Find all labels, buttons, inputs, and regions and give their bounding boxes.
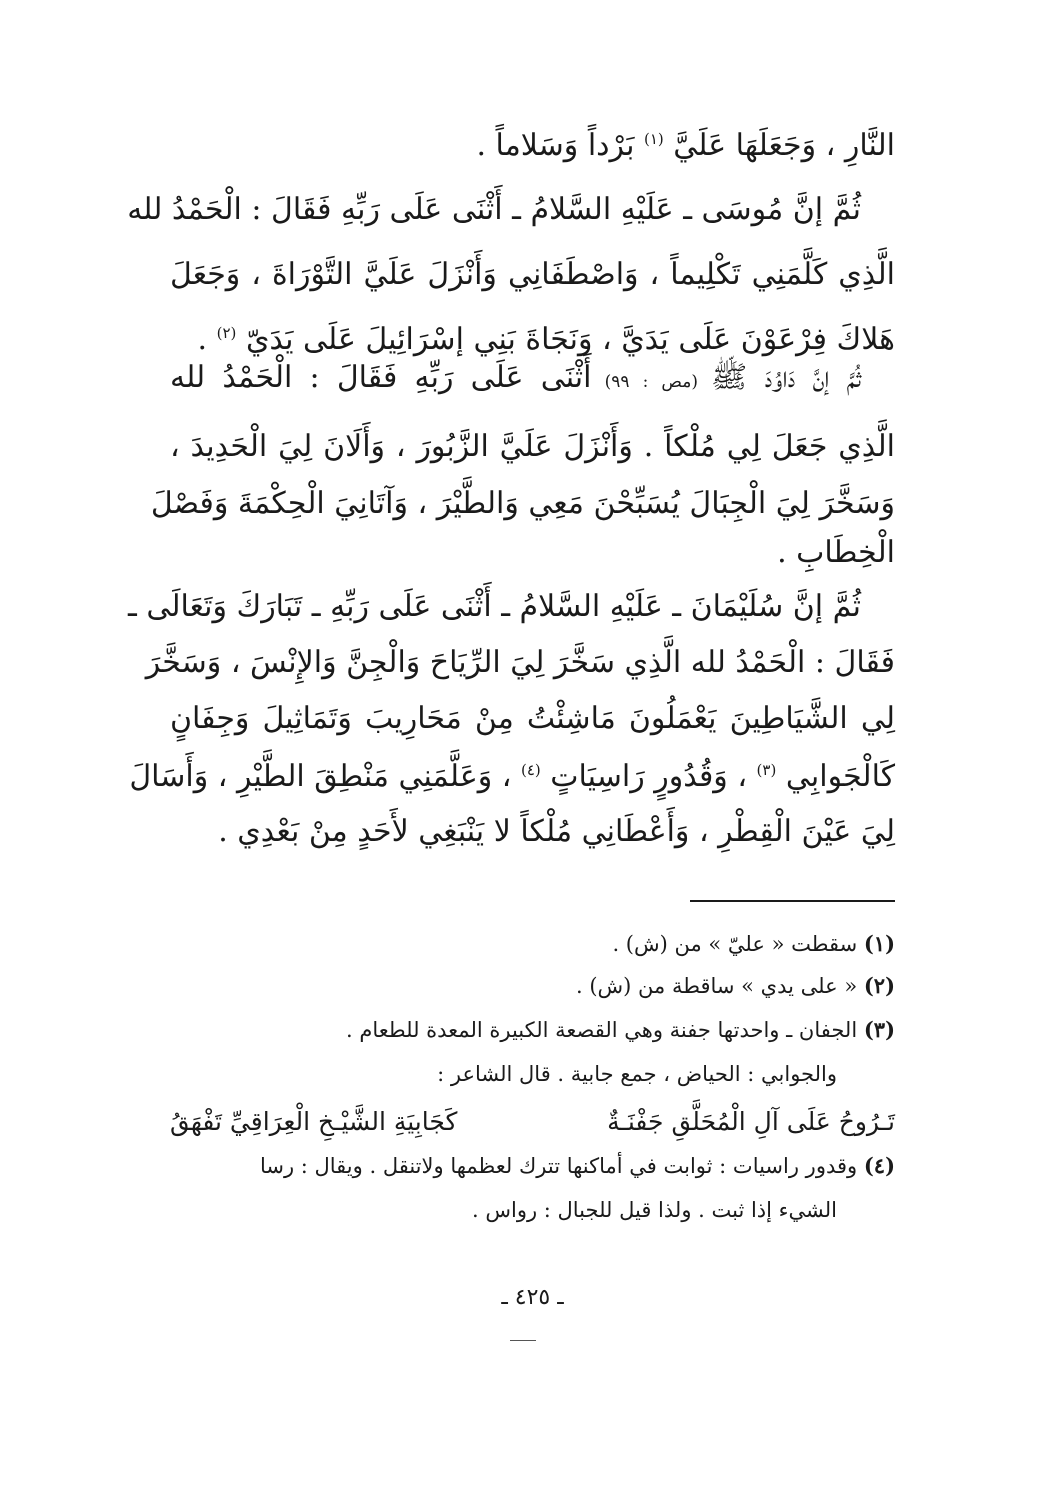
paragraph-first-line: ثُمَّ إنَّ سُلَيْمَانَ ـ عَلَيْهِ السَّلامُ ـ أَثْنَى عَلَى رَبِّهِ ـ تَبَارَكَ وَتَعَالَى ـ [128,589,861,624]
footnote-reference[interactable]: (٣) [756,761,777,779]
body-text: ، وَقُدُورٍ رَاسِيَاتٍ [550,759,757,794]
scan-mark [510,1340,536,1341]
manuscript-citation: (مص : ٩٩) [591,372,712,392]
paragraph-first-line [170,350,895,410]
body-line: الْخِطَابِ . [777,535,895,570]
body-text: . [197,322,217,357]
body-line: الَّذِي كَلَّمَنِي تَكْلِيماً ، وَاصْطَفَانِي وَأَنْزَلَ عَلَيَّ التَّوْرَاةَ ، وَجَعَلَ [170,257,895,292]
footnote-reference[interactable]: (١) [643,130,664,148]
body-text: ثُمَّ إنَّ دَاوُدَ ﷺ [711,360,861,395]
footnote-text: « على يدي » ساقطة من (ش) . [576,974,864,998]
body-line: وَسَخَّرَ لِيَ الْجِبَالَ يُسَبِّحْنَ مَعِي وَالطَّيْرَ ، وَآتَانِيَ الْحِكْمَةَ وَفَصْلَ [150,486,895,521]
page-number: ـ ٤٢٥ ـ [501,1285,564,1310]
body-line: لِي الشَّيَاطِينَ يَعْمَلُونَ مَاشِئْتُ مِنْ مَحَارِيبَ وَتَمَاثِيلَ وَجِفَانٍ [170,701,895,736]
body-text: ، وَعَلَّمَنِي مَنْطِقَ الطَّيْرِ ، وَأَسَالَ [129,759,521,794]
footnote [170,1010,895,1050]
body-line: الَّذِي جَعَلَ لِي مُلْكاً . وَأَنْزَلَ عَلَيَّ الزَّبُورَ ، وَأَلَانَ لِيَ الْحَدِيدَ ، [170,429,895,464]
body-text: أَثْنَى عَلَى رَبِّهِ فَقَالَ : الْحَمْدُ لله [170,360,592,395]
footnote-number: (١) [863,931,895,956]
footnote-reference[interactable]: (٤) [520,761,541,779]
body-text: بَرْداً وَسَلاماً . [476,128,644,163]
book-page [127,118,895,1378]
footnote-text: وقدور راسيات : ثوابت في أماكنها تترك لعظمها ولاتنقل . ويقال : رسا [259,1154,864,1178]
footnote [170,1146,895,1186]
footnote-number: (٢) [863,973,895,998]
footnote [170,966,895,1006]
body-line: لِيَ عَيْنَ الْقِطْرِ ، وَأَعْطَانِي مُلْكاً لا يَنْبَغِي لأَحَدٍ مِنْ بَعْدِي . [218,814,895,849]
footnote-continuation: الشيء إذا ثبت . ولذا قيل للجبال : رواس . [472,1198,837,1222]
footnote-number: (٣) [863,1017,895,1042]
footnote-text: الجفان ـ واحدتها جفنة وهي القصعة الكبيرة المعدة للطعام . [346,1018,864,1042]
footnote [170,924,895,964]
body-text: النَّارِ ، وَجَعَلَهَا عَلَيَّ [673,128,895,163]
footnote-reference[interactable]: (٢) [216,324,237,342]
body-line [170,118,895,174]
body-line: فَقَالَ : الْحَمْدُ لله الَّذِي سَخَّرَ لِيَ الرِّيَاحَ وَالْجِنَّ وَالإِنْسَ ، وَسَخَّرَ [145,645,895,680]
footnote-number: (٤) [863,1153,895,1178]
verse-first-hemistich: تَـرُوحُ عَلَى آلِ الْمُحَلَّقِ جَفْنَـةٌ [607,1107,895,1136]
body-line [129,749,895,805]
verse-second-hemistich: كَجَابِيَةِ الشَّيْـخِ الْعِرَاقِيِّ تَفْهَقُ [170,1107,458,1136]
body-text: هَلاكَ فِرْعَوْنَ عَلَى يَدَيَّ ، وَنَجَاةَ بَنِي إسْرَائِيلَ عَلَى يَدَيّ [245,322,895,357]
body-text: كَالْجَوابِي [785,759,895,794]
footnote-text: سقطت « عليّ » من (ش) . [612,932,864,956]
footnote-continuation: والجوابي : الحياض ، جمع جابية . قال الشاعر : [437,1062,837,1086]
paragraph-first-line: ثُمَّ إنَّ مُوسَى ـ عَلَيْهِ السَّلامُ ـ أَثْنَى عَلَى رَبِّهِ فَقَالَ : الْحَمْدُ لله [127,192,861,227]
footnote-separator [690,900,895,902]
